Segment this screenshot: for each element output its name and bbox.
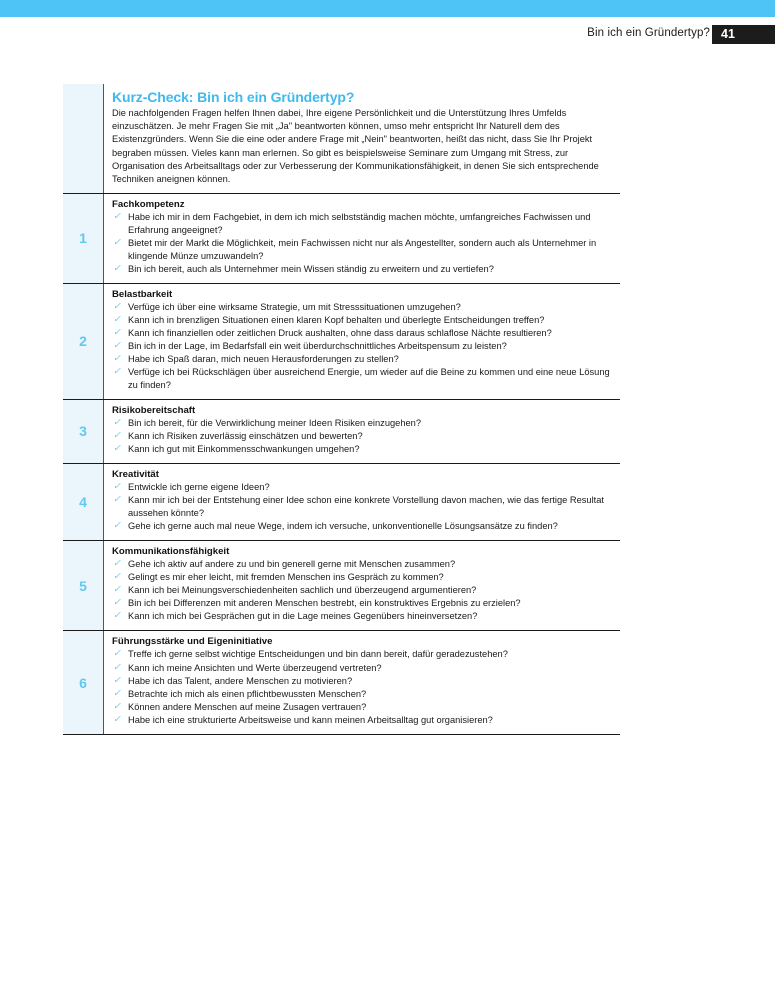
question-item[interactable] (112, 340, 620, 353)
question-text: Können andere Menschen auf meine Zusagen vertrauen? (128, 701, 367, 712)
question-list (112, 417, 620, 456)
question-item[interactable] (112, 263, 620, 276)
question-list (112, 648, 620, 726)
check-icon: ✓ (113, 571, 121, 583)
question-text: Kann ich finanziellen oder zeitlichen Druck aushalten, ohne dass daraus schlaflose Nächte resultieren? (128, 327, 552, 338)
category-number-cell (63, 284, 104, 399)
question-item[interactable] (112, 353, 620, 366)
page-number-badge (712, 25, 775, 44)
check-icon: ✓ (113, 610, 121, 622)
category-number-cell (63, 194, 104, 282)
question-text: Kann ich Risiken zuverlässig einschätzen und bewerten? (128, 430, 363, 441)
checklist-title: Kurz-Check: Bin ich ein Gründertyp? (112, 89, 355, 105)
check-icon: ✓ (113, 443, 121, 455)
question-text: Verfüge ich bei Rückschlägen über ausreichend Energie, um wieder auf die Beine zu kommen und eine neue Lösung zu finden? (128, 367, 610, 390)
question-item[interactable] (112, 494, 620, 519)
check-icon: ✓ (113, 648, 121, 660)
check-icon: ✓ (113, 262, 121, 274)
category-row (63, 540, 620, 630)
category-title: Kommunikationsfähigkeit (112, 546, 230, 557)
question-item[interactable] (112, 301, 620, 314)
category-row (63, 463, 620, 540)
question-text: Bin ich bereit, für die Verwirklichung meiner Ideen Risiken einzugehen? (128, 417, 422, 428)
question-item[interactable] (112, 688, 620, 701)
question-item[interactable] (112, 662, 620, 675)
question-list (112, 481, 620, 532)
question-text: Bietet mir der Markt die Möglichkeit, mein Fachwissen nicht nur als Angestellter, sondern auch als Unternehmer in klingende Münze umzuwandeln? (128, 237, 597, 261)
question-text: Habe ich Spaß daran, mich neuen Herausforderungen zu stellen? (128, 354, 399, 365)
question-list (112, 211, 620, 275)
question-item[interactable] (112, 714, 620, 727)
category-number-cell (63, 541, 104, 630)
check-icon: ✓ (113, 713, 121, 725)
question-text: Treffe ich gerne selbst wichtige Entscheidungen und bin dann bereit, dafür geradezustehen? (128, 649, 508, 660)
category-rows-container (63, 193, 620, 735)
question-item[interactable] (112, 675, 620, 688)
category-number: 6 (79, 674, 87, 691)
category-row (63, 283, 620, 399)
question-text: Kann ich bei Meinungsverschiedenheiten sachlich und überzeugend argumentieren? (128, 585, 477, 596)
question-text: Verfüge ich über eine wirksame Strategie, um mit Stresssituationen umzugehen? (128, 301, 461, 312)
question-item[interactable] (112, 558, 620, 571)
check-icon: ✓ (113, 326, 121, 338)
category-number: 4 (79, 494, 87, 511)
question-text: Bin ich bei Differenzen mit anderen Menschen bestrebt, ein konstruktives Ergebnis zu erzielen? (128, 598, 521, 609)
question-list (112, 558, 620, 623)
category-title: Führungsstärke und Eigeninitiative (112, 636, 273, 648)
category-number: 2 (79, 333, 87, 350)
question-item[interactable] (112, 443, 620, 456)
intro-content-cell (104, 84, 620, 193)
page-header (0, 25, 775, 45)
checklist-intro-text: Die nachfolgenden Fragen helfen Ihnen dabei, Ihre eigene Persönlichkeit und die Unterstützung Ihres Umfelds einzuschätzen. Je mehr Fragen Sie mit „Ja" beantworten können, umso mehr entspricht Ihr Naturell dem des Existenzgründers. Wenn Sie die eine oder andere Frage mit „Nein" beantworten, heißt das nicht, dass Sie Ihr Projekt begraben müssen. Vieles kann man erlernen. So gibt es beispielsweise Seminare zum Umgang mit Stress, zur Organisation des Arbeitsalltags oder zur Verbesserung der Kommunikationsfähigkeit, in denen Sie sich entsprechende Techniken aneignen können. (112, 108, 599, 185)
category-title: Risikobereitschaft (112, 404, 196, 416)
category-content-cell (104, 194, 620, 282)
category-content-cell (104, 631, 620, 734)
intro-row (63, 84, 620, 193)
question-text: Habe ich das Talent, andere Menschen zu motivieren? (128, 675, 353, 686)
question-item[interactable] (112, 584, 620, 597)
check-icon: ✓ (113, 687, 121, 699)
check-icon: ✓ (113, 700, 121, 712)
checklist-table (63, 84, 620, 735)
question-text: Gehe ich aktiv auf andere zu und bin generell gerne mit Menschen zusammen? (128, 559, 456, 569)
running-header-title: Bin ich ein Gründertyp? (587, 27, 710, 39)
category-number: 5 (79, 577, 87, 594)
question-text: Kann mir ich bei der Entstehung einer Idee schon eine konkrete Vorstellung davon machen, wie das fertige Resultat aussehen könnte? (128, 495, 604, 518)
category-row (63, 399, 620, 463)
question-item[interactable] (112, 648, 620, 661)
check-icon: ✓ (113, 211, 121, 223)
question-list (112, 301, 620, 392)
category-row (63, 630, 620, 735)
question-item[interactable] (112, 430, 620, 443)
question-text: Entwickle ich gerne eigene Ideen? (128, 482, 270, 493)
category-number-cell (63, 631, 104, 734)
category-number-cell (63, 400, 104, 463)
check-icon: ✓ (113, 300, 121, 312)
category-number-cell (63, 464, 104, 540)
question-text: Bin ich bereit, auch als Unternehmer mein Wissen ständig zu erweitern und zu vertiefen? (128, 263, 494, 274)
check-icon: ✓ (113, 416, 121, 428)
question-item[interactable] (112, 327, 620, 340)
check-icon: ✓ (113, 236, 121, 248)
question-item[interactable] (112, 366, 620, 391)
question-item[interactable] (112, 417, 620, 430)
question-item[interactable] (112, 481, 620, 494)
question-item[interactable] (112, 520, 620, 533)
check-icon: ✓ (113, 353, 121, 365)
check-icon: ✓ (113, 366, 121, 378)
question-text: Gelingt es mir eher leicht, mit fremden Menschen ins Gespräch zu kommen? (128, 572, 444, 583)
check-icon: ✓ (113, 674, 121, 686)
question-item[interactable] (112, 701, 620, 714)
question-text: Kann ich gut mit Einkommensschwankungen umgehen? (128, 444, 360, 455)
category-title: Fachkompetenz (112, 199, 185, 211)
category-title: Kreativität (112, 469, 159, 481)
check-icon: ✓ (113, 584, 121, 596)
check-icon: ✓ (113, 519, 121, 531)
category-number: 3 (79, 423, 87, 440)
question-text: Kann ich meine Ansichten und Werte überzeugend vertreten? (128, 662, 382, 673)
question-item[interactable] (112, 571, 620, 584)
question-text: Betrachte ich mich als einen pflichtbewussten Menschen? (128, 688, 367, 699)
question-text: Kann ich mich bei Gesprächen gut in die Lage meines Gegenübers hineinversetzen? (128, 611, 478, 622)
check-icon: ✓ (113, 429, 121, 441)
category-title: Belastbarkeit (112, 288, 173, 300)
category-row (63, 193, 620, 282)
question-text: Bin ich in der Lage, im Bedarfsfall ein weit überdurchschnittliches Arbeitspensum zu leisten? (128, 340, 507, 351)
check-icon: ✓ (113, 558, 121, 569)
check-icon: ✓ (113, 661, 121, 673)
check-icon: ✓ (113, 494, 121, 506)
check-icon: ✓ (113, 597, 121, 609)
page-number-value: 41 (721, 27, 735, 41)
question-item[interactable] (112, 610, 620, 623)
question-item[interactable] (112, 314, 620, 327)
question-text: Kann ich in brenzligen Situationen einen klaren Kopf behalten und überlegte Entscheidungen treffen? (128, 314, 545, 325)
question-item[interactable] (112, 237, 620, 262)
check-icon: ✓ (113, 313, 121, 325)
category-content-cell (104, 541, 620, 630)
top-accent-bar (0, 0, 775, 17)
category-content-cell (104, 284, 620, 399)
question-item[interactable] (112, 597, 620, 610)
question-text: Habe ich mir in dem Fachgebiet, in dem ich mich selbstständig machen möchte, umfangreiches Fachwissen und Erfahrung angeeignet? (128, 212, 591, 235)
category-content-cell (104, 400, 620, 463)
question-text: Gehe ich gerne auch mal neue Wege, indem ich versuche, unkonventionelle Lösungsansätze zu finden? (128, 520, 558, 531)
category-content-cell (104, 464, 620, 540)
intro-number-cell (63, 84, 104, 193)
question-item[interactable] (112, 211, 620, 236)
category-number: 1 (79, 230, 87, 247)
check-icon: ✓ (113, 339, 121, 351)
check-icon: ✓ (113, 481, 121, 493)
question-text: Habe ich eine strukturierte Arbeitsweise und kann meinen Arbeitsalltag gut organisieren? (128, 714, 493, 725)
